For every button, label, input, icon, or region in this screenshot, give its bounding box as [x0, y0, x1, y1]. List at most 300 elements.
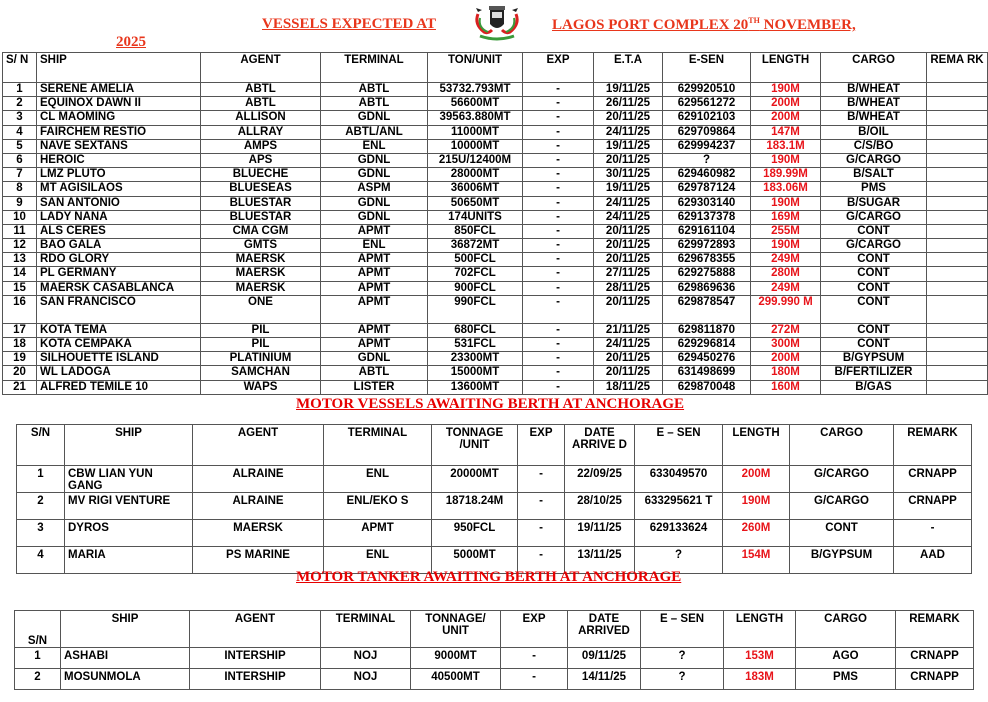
cell-esen: 629972893	[663, 239, 751, 253]
cell-terminal: APMT	[321, 323, 428, 337]
cell-esen: 629678355	[663, 253, 751, 267]
cell-date: 20/11/25	[594, 253, 663, 267]
cell-remark	[927, 295, 988, 323]
cell-length: 300M	[751, 338, 821, 352]
page-title-year: 2025	[116, 34, 146, 50]
cell-esen: 629460982	[663, 168, 751, 182]
column-header-cargo: CARGO	[790, 425, 894, 466]
cell-cargo: CONT	[821, 281, 927, 295]
cell-sn: 14	[3, 267, 37, 281]
cell-length: 249M	[751, 281, 821, 295]
cell-length: 190M	[751, 196, 821, 210]
cell-exp: -	[501, 648, 568, 669]
cell-terminal: GDNL	[321, 196, 428, 210]
cell-tonnage: 174UNITS	[428, 210, 523, 224]
column-header-esen: E – SEN	[641, 611, 724, 648]
column-header-agent: AGENT	[193, 425, 324, 466]
cell-remark	[927, 352, 988, 366]
cell-remark	[927, 139, 988, 153]
cell-terminal: LISTER	[321, 380, 428, 394]
cell-terminal: ABTL/ANL	[321, 125, 428, 139]
cell-remark	[927, 366, 988, 380]
cell-esen: 629102103	[663, 111, 751, 125]
cell-remark	[927, 239, 988, 253]
table-row	[17, 520, 972, 547]
cell-tonnage: 56600MT	[428, 97, 523, 111]
cell-tonnage: 950FCL	[432, 520, 518, 547]
cell-sn: 2	[3, 97, 37, 111]
column-header-agent: AGENT	[190, 611, 321, 648]
column-header-length: LENGTH	[724, 611, 796, 648]
anchorage-tankers-table	[14, 610, 974, 690]
cell-esen: 629709864	[663, 125, 751, 139]
cell-length: 200M	[751, 97, 821, 111]
cell-sn: 9	[3, 196, 37, 210]
cell-esen: 629303140	[663, 196, 751, 210]
cell-terminal: APMT	[324, 520, 432, 547]
cell-length: 190M	[751, 239, 821, 253]
cell-sn: 4	[17, 547, 65, 574]
cell-exp: -	[523, 224, 594, 238]
cell-cargo: AGO	[796, 648, 896, 669]
cell-agent: ALRAINE	[193, 466, 324, 493]
cell-length: 249M	[751, 253, 821, 267]
cell-exp: -	[518, 520, 565, 547]
cell-length: 190M	[751, 153, 821, 167]
column-header-cargo: CARGO	[821, 53, 927, 83]
column-header-sn: S/ N	[3, 53, 37, 83]
cell-length: 154M	[723, 547, 790, 574]
cell-tonnage: 531FCL	[428, 338, 523, 352]
cell-sn: 1	[17, 466, 65, 493]
cell-remark: CRNAPP	[894, 493, 972, 520]
table-row	[3, 111, 988, 125]
cell-ship: KOTA CEMPAKA	[37, 338, 201, 352]
cell-sn: 20	[3, 366, 37, 380]
cell-terminal: ABTL	[321, 97, 428, 111]
cell-tonnage: 36006MT	[428, 182, 523, 196]
table-row	[15, 648, 974, 669]
cell-tonnage: 5000MT	[432, 547, 518, 574]
cell-sn: 15	[3, 281, 37, 295]
cell-ship: MOSUNMOLA	[61, 669, 190, 690]
cell-cargo: G/CARGO	[790, 493, 894, 520]
cell-agent: BLUECHE	[201, 168, 321, 182]
cell-remark	[927, 196, 988, 210]
table-row	[3, 323, 988, 337]
cell-exp: -	[523, 111, 594, 125]
cell-cargo: B/WHEAT	[821, 83, 927, 97]
cell-terminal: ASPM	[321, 182, 428, 196]
cell-tonnage: 18718.24M	[432, 493, 518, 520]
table-row	[3, 239, 988, 253]
cell-terminal: NOJ	[321, 648, 411, 669]
cell-date: 24/11/25	[594, 125, 663, 139]
cell-agent: PIL	[201, 323, 321, 337]
cell-ship: SERENE AMELIA	[37, 83, 201, 97]
cell-cargo: PMS	[821, 182, 927, 196]
cell-date: 28/10/25	[565, 493, 635, 520]
cell-ship: ALFRED TEMILE 10	[37, 380, 201, 394]
column-header-tonnage: TONNAGE/ UNIT	[411, 611, 501, 648]
cell-tonnage: 53732.793MT	[428, 83, 523, 97]
cell-cargo: G/CARGO	[821, 239, 927, 253]
cell-tonnage: 23300MT	[428, 352, 523, 366]
cell-exp: -	[523, 97, 594, 111]
cell-sn: 2	[17, 493, 65, 520]
cell-tonnage: 28000MT	[428, 168, 523, 182]
cell-terminal: ENL	[324, 466, 432, 493]
cell-terminal: NOJ	[321, 669, 411, 690]
cell-ship: NAVE SEXTANS	[37, 139, 201, 153]
table-row	[3, 253, 988, 267]
cell-remark	[927, 168, 988, 182]
cell-remark: -	[894, 520, 972, 547]
cell-remark	[927, 182, 988, 196]
cell-remark	[927, 83, 988, 97]
cell-sn: 11	[3, 224, 37, 238]
cell-ship: RDO GLORY	[37, 253, 201, 267]
cell-tonnage: 990FCL	[428, 295, 523, 323]
cell-tonnage: 9000MT	[411, 648, 501, 669]
column-header-ship: SHIP	[61, 611, 190, 648]
cell-remark	[927, 338, 988, 352]
cell-remark	[927, 267, 988, 281]
cell-terminal: APMT	[321, 253, 428, 267]
cell-length: 180M	[751, 366, 821, 380]
cell-exp: -	[523, 323, 594, 337]
column-header-sn: S/N	[15, 611, 61, 648]
column-header-remark: REMARK	[896, 611, 974, 648]
cell-sn: 7	[3, 168, 37, 182]
cell-agent: ALLISON	[201, 111, 321, 125]
cell-sn: 2	[15, 669, 61, 690]
cell-date: 20/11/25	[594, 153, 663, 167]
cell-sn: 21	[3, 380, 37, 394]
column-header-exp: EXP	[518, 425, 565, 466]
cell-length: 260M	[723, 520, 790, 547]
cell-ship: FAIRCHEM RESTIO	[37, 125, 201, 139]
table-row	[3, 267, 988, 281]
column-header-exp: EXP	[501, 611, 568, 648]
cell-cargo: B/SUGAR	[821, 196, 927, 210]
cell-date: 30/11/25	[594, 168, 663, 182]
cell-cargo: CONT	[821, 253, 927, 267]
cell-length: 200M	[751, 111, 821, 125]
cell-cargo: B/GAS	[821, 380, 927, 394]
cell-esen: 629137378	[663, 210, 751, 224]
cell-agent: PLATINIUM	[201, 352, 321, 366]
cell-terminal: APMT	[321, 338, 428, 352]
cell-remark	[927, 281, 988, 295]
cell-remark	[927, 153, 988, 167]
cell-agent: MAERSK	[201, 281, 321, 295]
cell-exp: -	[523, 153, 594, 167]
cell-sn: 3	[3, 111, 37, 125]
cell-date: 28/11/25	[594, 281, 663, 295]
cell-tonnage: 10000MT	[428, 139, 523, 153]
cell-length: 272M	[751, 323, 821, 337]
cell-exp: -	[523, 239, 594, 253]
cell-agent: APS	[201, 153, 321, 167]
cell-agent: ALLRAY	[201, 125, 321, 139]
cell-exp: -	[523, 380, 594, 394]
column-header-terminal: TERMINAL	[321, 611, 411, 648]
cell-sn: 3	[17, 520, 65, 547]
cell-esen: ?	[641, 669, 724, 690]
cell-esen: ?	[663, 153, 751, 167]
column-header-ship: SHIP	[65, 425, 193, 466]
cell-tonnage: 39563.880MT	[428, 111, 523, 125]
cell-agent: AMPS	[201, 139, 321, 153]
anchorage-vessels-table	[16, 424, 972, 574]
cell-terminal: ENL	[324, 547, 432, 574]
cell-sn: 13	[3, 253, 37, 267]
cell-exp: -	[518, 466, 565, 493]
cell-date: 24/11/25	[594, 338, 663, 352]
table-row	[3, 352, 988, 366]
cell-sn: 16	[3, 295, 37, 323]
anchorage-vessels-title: MOTOR VESSELS AWAITING BERTH AT ANCHORAGE	[296, 396, 685, 412]
cell-ship: MV RIGI VENTURE	[65, 493, 193, 520]
cell-ship: SILHOUETTE ISLAND	[37, 352, 201, 366]
table-row	[17, 466, 972, 493]
cell-tonnage: 50650MT	[428, 196, 523, 210]
cell-esen: 629811870	[663, 323, 751, 337]
page-title-left: VESSELS EXPECTED AT	[262, 16, 436, 32]
cell-date: 19/11/25	[565, 520, 635, 547]
cell-ship: MT AGISILAOS	[37, 182, 201, 196]
cell-length: 147M	[751, 125, 821, 139]
column-header-esen: E – SEN	[635, 425, 723, 466]
cell-agent: PIL	[201, 338, 321, 352]
cell-sn: 4	[3, 125, 37, 139]
cell-esen: ?	[635, 547, 723, 574]
cell-cargo: B/WHEAT	[821, 97, 927, 111]
cell-terminal: GDNL	[321, 168, 428, 182]
cell-remark	[927, 224, 988, 238]
cell-terminal: ENL	[321, 239, 428, 253]
cell-tonnage: 13600MT	[428, 380, 523, 394]
cell-tonnage: 11000MT	[428, 125, 523, 139]
cell-cargo: CONT	[821, 224, 927, 238]
cell-date: 26/11/25	[594, 97, 663, 111]
cell-ship: MARIA	[65, 547, 193, 574]
table-row	[3, 295, 988, 323]
column-header-remark: REMA RK	[927, 53, 988, 83]
cell-length: 255M	[751, 224, 821, 238]
cell-agent: CMA CGM	[201, 224, 321, 238]
cell-cargo: G/CARGO	[790, 466, 894, 493]
table-row	[3, 281, 988, 295]
column-header-exp: EXP	[523, 53, 594, 83]
cell-date: 20/11/25	[594, 352, 663, 366]
cell-date: 24/11/25	[594, 210, 663, 224]
cell-exp: -	[523, 253, 594, 267]
cell-length: 183M	[724, 669, 796, 690]
cell-esen: 631498699	[663, 366, 751, 380]
cell-exp: -	[523, 366, 594, 380]
cell-esen: 629994237	[663, 139, 751, 153]
column-header-tonnage: TONNAGE /UNIT	[432, 425, 518, 466]
cell-sn: 12	[3, 239, 37, 253]
cell-length: 190M	[723, 493, 790, 520]
cell-esen: 633295621 T	[635, 493, 723, 520]
cell-length: 169M	[751, 210, 821, 224]
cell-cargo: B/SALT	[821, 168, 927, 182]
cell-length: 183.1M	[751, 139, 821, 153]
cell-agent: MAERSK	[201, 253, 321, 267]
cell-esen: 629561272	[663, 97, 751, 111]
cell-date: 19/11/25	[594, 139, 663, 153]
cell-date: 13/11/25	[565, 547, 635, 574]
cell-cargo: C/S/BO	[821, 139, 927, 153]
column-header-date: DATE ARRIVED	[568, 611, 641, 648]
cell-cargo: CONT	[821, 338, 927, 352]
cell-esen: 629296814	[663, 338, 751, 352]
cell-agent: ABTL	[201, 83, 321, 97]
cell-agent: INTERSHIP	[190, 648, 321, 669]
cell-ship: KOTA TEMA	[37, 323, 201, 337]
cell-ship: LADY NANA	[37, 210, 201, 224]
cell-ship: SAN ANTONIO	[37, 196, 201, 210]
cell-esen: 629870048	[663, 380, 751, 394]
cell-tonnage: 850FCL	[428, 224, 523, 238]
cell-terminal: APMT	[321, 295, 428, 323]
cell-tonnage: 215U/12400M	[428, 153, 523, 167]
cell-agent: MAERSK	[201, 267, 321, 281]
cell-ship: PL GERMANY	[37, 267, 201, 281]
cell-terminal: GDNL	[321, 352, 428, 366]
cell-exp: -	[523, 83, 594, 97]
cell-exp: -	[523, 295, 594, 323]
cell-sn: 5	[3, 139, 37, 153]
cell-ship: BAO GALA	[37, 239, 201, 253]
cell-remark	[927, 97, 988, 111]
cell-date: 18/11/25	[594, 380, 663, 394]
column-header-sn: S/N	[17, 425, 65, 466]
cell-ship: HEROIC	[37, 153, 201, 167]
cell-esen: 629920510	[663, 83, 751, 97]
column-header-ship: SHIP	[37, 53, 201, 83]
column-header-date: DATE ARRIVE D	[565, 425, 635, 466]
cell-sn: 8	[3, 182, 37, 196]
cell-exp: -	[523, 139, 594, 153]
cell-remark	[927, 323, 988, 337]
cell-date: 14/11/25	[568, 669, 641, 690]
column-header-tonnage: TON/UNIT	[428, 53, 523, 83]
cell-ship: LMZ PLUTO	[37, 168, 201, 182]
npa-logo-icon	[472, 2, 522, 44]
cell-terminal: ABTL	[321, 83, 428, 97]
cell-terminal: APMT	[321, 281, 428, 295]
cell-sn: 1	[3, 83, 37, 97]
table-row	[3, 224, 988, 238]
cell-remark: AAD	[894, 547, 972, 574]
cell-length: 153M	[724, 648, 796, 669]
cell-ship: MAERSK CASABLANCA	[37, 281, 201, 295]
table-row	[3, 97, 988, 111]
cell-date: 20/11/25	[594, 111, 663, 125]
cell-exp: -	[501, 669, 568, 690]
cell-cargo: B/GYPSUM	[790, 547, 894, 574]
column-header-terminal: TERMINAL	[321, 53, 428, 83]
cell-terminal: ENL/EKO S	[324, 493, 432, 520]
cell-length: 200M	[751, 352, 821, 366]
expected-vessels-table	[2, 52, 988, 395]
cell-tonnage: 40500MT	[411, 669, 501, 690]
cell-remark	[927, 253, 988, 267]
table-row	[3, 380, 988, 394]
cell-length: 299.990 M	[751, 295, 821, 323]
cell-cargo: B/WHEAT	[821, 111, 927, 125]
cell-agent: SAMCHAN	[201, 366, 321, 380]
cell-exp: -	[523, 352, 594, 366]
cell-sn: 1	[15, 648, 61, 669]
cell-remark: CRNAPP	[896, 669, 974, 690]
table-row	[3, 139, 988, 153]
cell-sn: 17	[3, 323, 37, 337]
cell-terminal: APMT	[321, 224, 428, 238]
cell-terminal: GDNL	[321, 111, 428, 125]
cell-esen: 629787124	[663, 182, 751, 196]
cell-sn: 10	[3, 210, 37, 224]
cell-ship: EQUINOX DAWN II	[37, 97, 201, 111]
cell-tonnage: 680FCL	[428, 323, 523, 337]
cell-terminal: ABTL	[321, 366, 428, 380]
cell-terminal: APMT	[321, 267, 428, 281]
table-row	[3, 196, 988, 210]
cell-esen: 629450276	[663, 352, 751, 366]
cell-agent: GMTS	[201, 239, 321, 253]
cell-date: 22/09/25	[565, 466, 635, 493]
cell-tonnage: 15000MT	[428, 366, 523, 380]
cell-cargo: CONT	[821, 295, 927, 323]
cell-date: 27/11/25	[594, 267, 663, 281]
table-row	[3, 338, 988, 352]
cell-cargo: PMS	[796, 669, 896, 690]
cell-agent: BLUESTAR	[201, 210, 321, 224]
cell-remark	[927, 111, 988, 125]
cell-cargo: B/FERTILIZER	[821, 366, 927, 380]
cell-date: 20/11/25	[594, 295, 663, 323]
cell-remark	[927, 380, 988, 394]
cell-date: 24/11/25	[594, 196, 663, 210]
cell-exp: -	[518, 493, 565, 520]
cell-cargo: G/CARGO	[821, 153, 927, 167]
cell-date: 21/11/25	[594, 323, 663, 337]
cell-agent: PS MARINE	[193, 547, 324, 574]
cell-ship: SAN FRANCISCO	[37, 295, 201, 323]
cell-date: 09/11/25	[568, 648, 641, 669]
cell-length: 280M	[751, 267, 821, 281]
cell-agent: BLUESTAR	[201, 196, 321, 210]
column-header-remark: REMARK	[894, 425, 972, 466]
cell-agent: ONE	[201, 295, 321, 323]
cell-agent: INTERSHIP	[190, 669, 321, 690]
table-row	[15, 669, 974, 690]
cell-exp: -	[523, 281, 594, 295]
cell-esen: 629878547	[663, 295, 751, 323]
table-row	[3, 366, 988, 380]
cell-cargo: B/OIL	[821, 125, 927, 139]
cell-ship: CBW LIAN YUN GANG	[65, 466, 193, 493]
cell-exp: -	[518, 547, 565, 574]
cell-sn: 19	[3, 352, 37, 366]
cell-agent: BLUESEAS	[201, 182, 321, 196]
table-row	[3, 125, 988, 139]
cell-cargo: CONT	[821, 323, 927, 337]
